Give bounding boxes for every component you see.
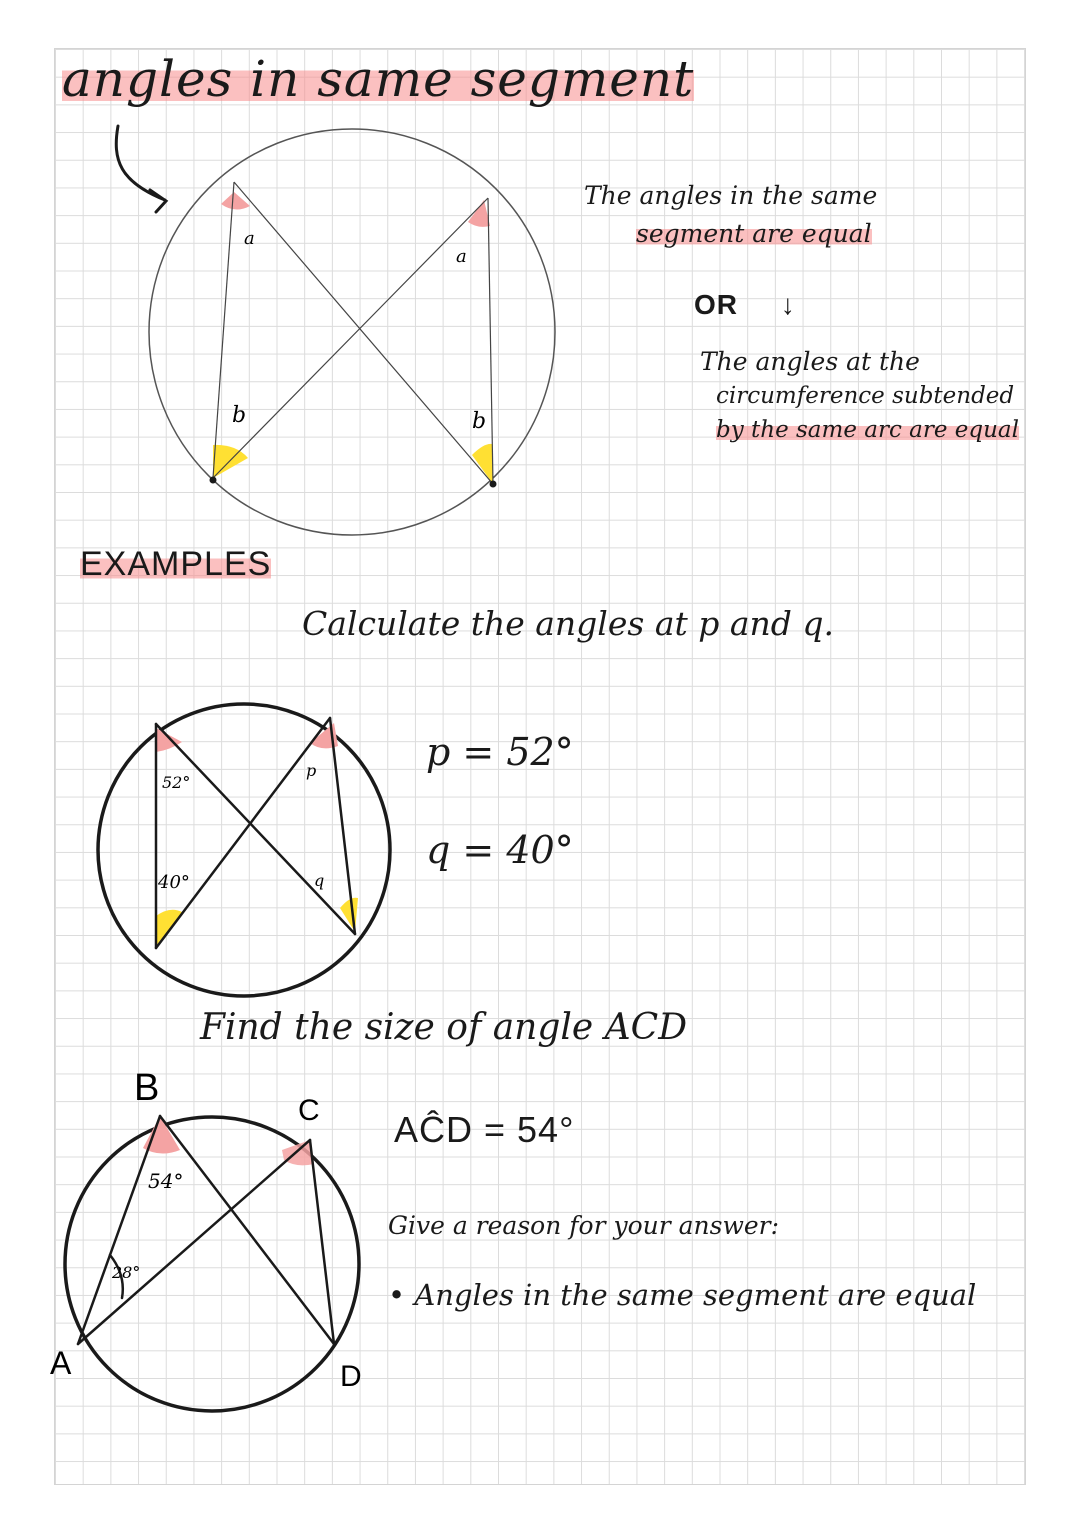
definition-line-1 (584, 182, 877, 210)
diagram1-label-a-left: a (244, 228, 255, 249)
example2-label-C: C (298, 1094, 321, 1127)
example2-answer (394, 1110, 574, 1150)
example2-label-B: B (134, 1067, 161, 1109)
example1-label-p: p (306, 761, 317, 780)
diagram1-circle (149, 129, 555, 535)
example1-label-40: 40° (158, 872, 190, 893)
example2-label-54: 54° (148, 1169, 184, 1193)
diagram1-label-a-right: a (456, 246, 467, 267)
alt-line-1-text: The angles at the (700, 347, 920, 376)
example1-diagram (98, 704, 390, 996)
reason-prompt-text: Give a reason for your answer: (388, 1211, 780, 1240)
example1-answer-p (426, 732, 574, 774)
example1-angle-40 (156, 910, 182, 946)
title-arrow-icon (116, 126, 166, 212)
example1-answer-q (426, 830, 574, 872)
diagram1-label-b-left: b (232, 403, 247, 428)
definition-alt-line-1 (700, 348, 920, 376)
example2-circle (65, 1117, 359, 1411)
example2-diagram (50, 1067, 363, 1411)
example2-reason-prompt (388, 1212, 779, 1240)
reason-text: • Angles in the same segment are equal (388, 1278, 977, 1312)
example1-question-text: Calculate the angles at p and q. (302, 604, 835, 643)
diagram1-angle-a-right (468, 200, 490, 227)
example1-label-52: 52° (162, 773, 191, 792)
example2-label-D: D (340, 1360, 363, 1393)
or-text: OR (694, 289, 738, 320)
example2-label-28: 28° (112, 1263, 141, 1282)
example2-answer-text: AĈD = 54° (394, 1109, 575, 1150)
definition-line-2 (636, 220, 872, 248)
alt-line-2-text: circumference subtended (716, 383, 1015, 409)
definition-alt-line-3 (716, 418, 1019, 443)
example2-reason (388, 1280, 976, 1312)
examples-heading-text: EXAMPLES (80, 545, 272, 583)
diagram-1 (149, 129, 555, 535)
down-arrow-icon: ↓ (780, 289, 796, 320)
example1-question (302, 606, 834, 642)
alt-line-3-text: by the same arc are equal (716, 417, 1019, 443)
example2-label-A: A (50, 1345, 73, 1381)
answer-q-text: q = 40° (426, 828, 574, 872)
example2-question (200, 1008, 687, 1048)
answer-p-text: p = 52° (426, 730, 574, 774)
definition-line-1-text: The angles in the same (584, 181, 878, 210)
example1-label-q: q (314, 871, 325, 890)
example2-question-text: Find the size of angle ACD (200, 1007, 688, 1048)
definition-line-2-text: segment are equal (636, 219, 872, 248)
definition-or (694, 290, 796, 321)
examples-heading (80, 546, 271, 583)
diagram1-label-b-right: b (472, 409, 487, 434)
definition-alt-line-2 (716, 384, 1014, 409)
diagram1-angle-a-left (221, 192, 250, 210)
title-text: angles in same segment (62, 50, 695, 108)
